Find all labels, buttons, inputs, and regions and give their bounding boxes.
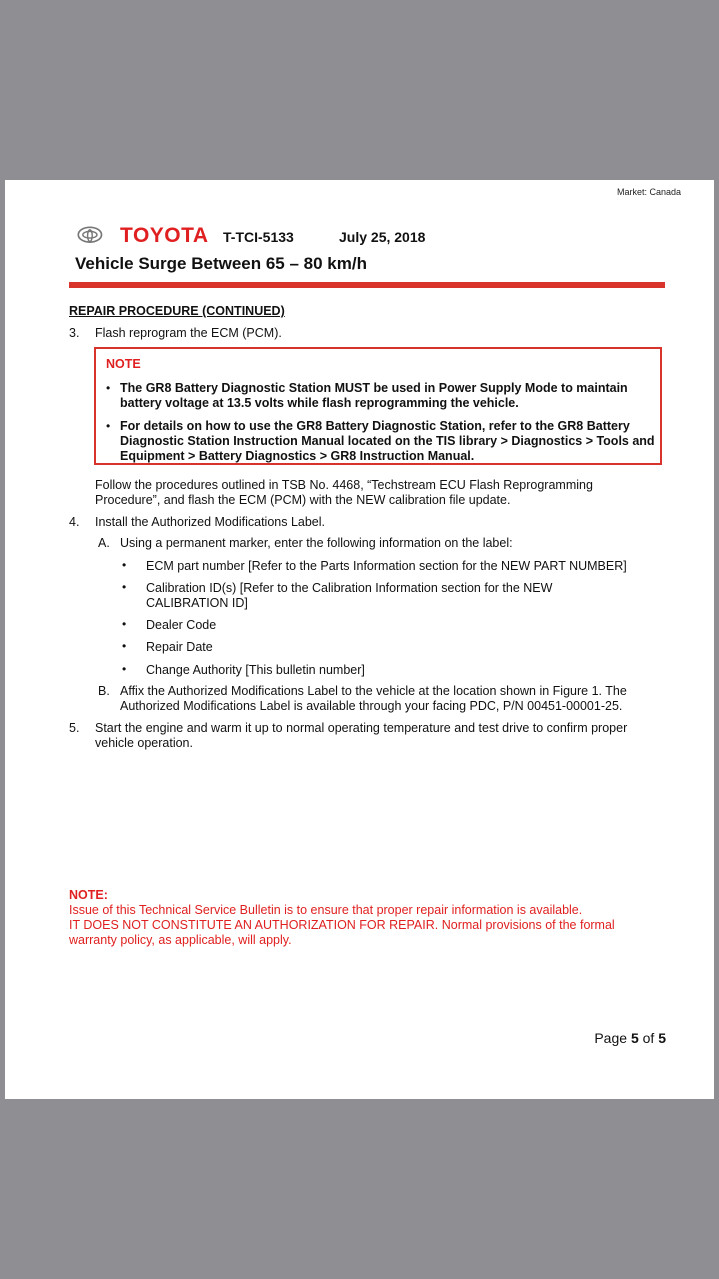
page-of: of [642,1030,655,1046]
bullet-icon: • [106,381,111,395]
brand-name: TOYOTA [120,224,209,247]
footer-note-text: IT DOES NOT CONSTITUTE AN AUTHORIZATION FOR REPAIR. Normal provisions of the formal [69,918,615,932]
bullet-icon: • [122,558,127,572]
step-number: 3. [69,326,80,340]
step-text: Start the engine and warm it up to normal operating temperature and test drive to confirm proper [95,721,628,735]
bulletin-date: July 25, 2018 [339,229,426,245]
follow-text: Follow the procedures outlined in TSB No. 4468, “Techstream ECU Flash Reprogramming [95,478,593,492]
market-label: Market: Canada [616,187,681,197]
note-box [94,347,662,465]
bullet-icon: • [122,580,127,594]
header-divider [69,282,665,288]
note-bullet-text: battery voltage at 13.5 volts while flash reprogramming the vehicle. [120,396,519,410]
note-bullet-text: For details on how to use the GR8 Battery Diagnostic Station, refer to the GR8 Battery [120,419,630,433]
page-total: 5 [658,1030,666,1046]
list-item: Repair Date [146,640,213,654]
footer-note-text: Issue of this Technical Service Bulletin is to ensure that proper repair information is available. [69,903,583,917]
document-page [5,180,714,1099]
list-item: Dealer Code [146,618,217,632]
bulletin-title: Vehicle Surge Between 65 – 80 km/h [75,254,367,273]
page-number [594,1030,666,1046]
step-text: vehicle operation. [95,736,193,750]
list-item: Calibration ID(s) [Refer to the Calibration Information section for the NEW [146,581,553,595]
substep-text: Affix the Authorized Modifications Label to the vehicle at the location shown in Figure 1. The [120,684,627,698]
step-text: Install the Authorized Modifications Label. [95,515,325,529]
substep-letter: B. [98,684,110,698]
step-text: Flash reprogram the ECM (PCM). [95,326,282,340]
bullet-icon: • [122,617,127,631]
note-title: NOTE [106,357,141,371]
bullet-icon: • [122,662,127,676]
section-heading: REPAIR PROCEDURE (CONTINUED) [69,304,285,318]
bullet-icon: • [106,419,111,433]
page-current: 5 [630,1030,639,1046]
note-bullet-text: The GR8 Battery Diagnostic Station MUST be used in Power Supply Mode to maintain [120,381,628,395]
step-number: 5. [69,721,80,735]
substep-letter: A. [98,536,110,550]
bullet-icon: • [122,639,127,653]
follow-text: Procedure”, and flash the ECM (PCM) with the NEW calibration file update. [95,493,511,507]
note-bullet-text: Diagnostic Station Instruction Manual located on the TIS library > Diagnostics > Tools and [120,434,655,448]
note-bullet-text: Equipment > Battery Diagnostics > GR8 Instruction Manual. [120,449,475,463]
list-item: Change Authority [This bulletin number] [146,663,365,677]
tsb-number: T-TCI-5133 [223,229,294,245]
list-item: ECM part number [Refer to the Parts Information section for the NEW PART NUMBER] [146,559,627,573]
substep-text: Authorized Modifications Label is available through your facing PDC, P/N 00451-00001-25. [120,699,623,713]
footer-note-title: NOTE: [69,888,108,902]
list-item: CALIBRATION ID] [146,596,248,610]
toyota-logo-icon [77,223,117,249]
step-number: 4. [69,515,80,529]
footer-note-text: warranty policy, as applicable, will apply. [69,933,292,947]
substep-text: Using a permanent marker, enter the following information on the label: [120,536,513,550]
page-label: Page [594,1030,628,1046]
